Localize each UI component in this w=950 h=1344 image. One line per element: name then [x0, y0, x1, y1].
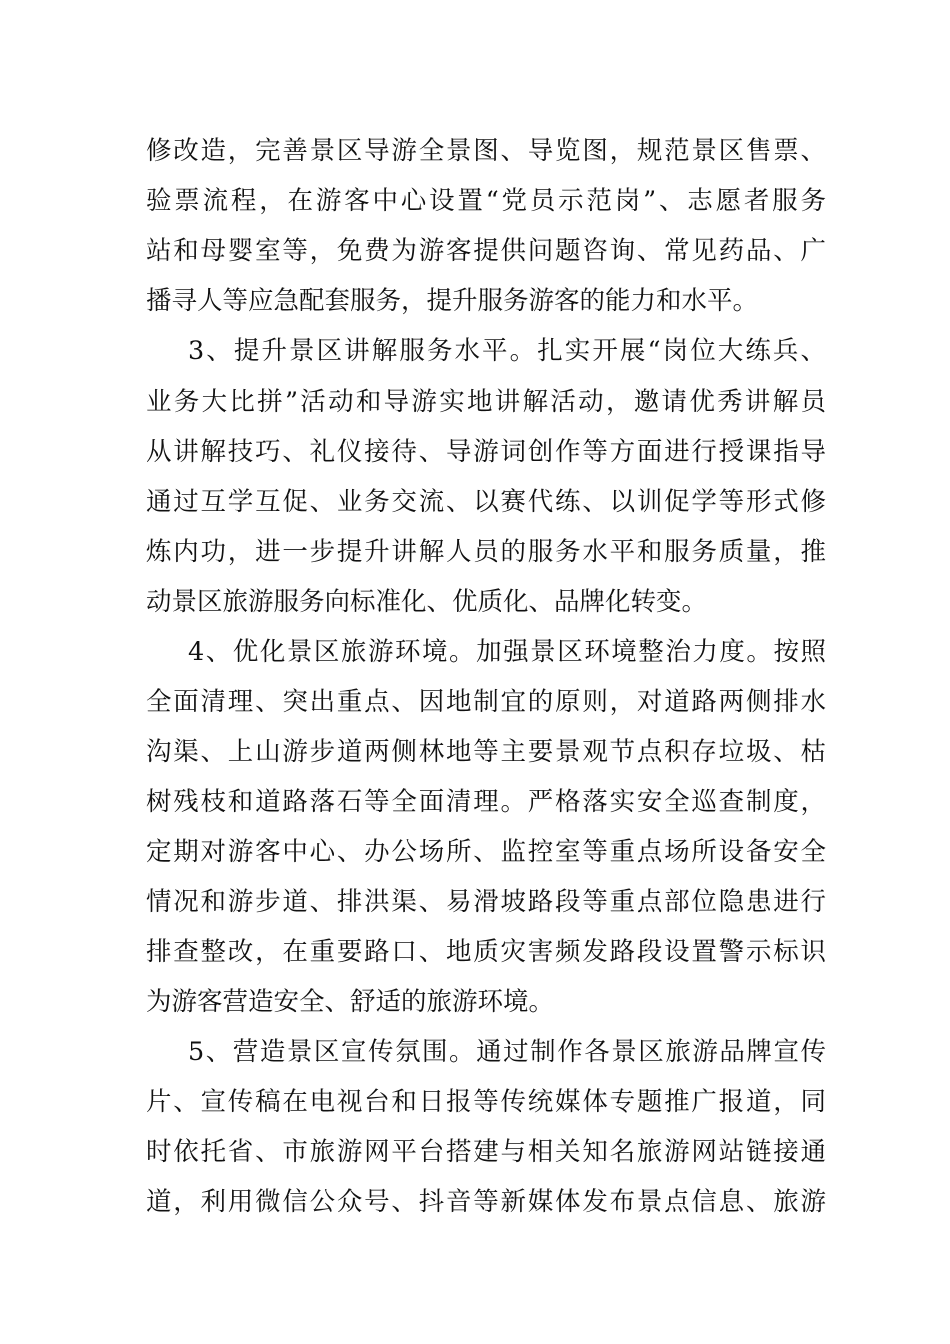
paragraph-3-first-line: 3、提升景区讲解服务水平。扎实开展“岗位大练兵、: [188, 336, 826, 366]
body-text-line: 时依托省、市旅游网平台搭建与相关知名旅游网站链接通: [146, 1137, 826, 1167]
body-text-line: 道，利用微信公众号、抖音等新媒体发布景点信息、旅游: [146, 1187, 826, 1217]
body-text-line: 业务大比拼”活动和导游实地讲解活动，邀请优秀讲解员: [146, 387, 826, 417]
body-text-line: 站和母婴室等，免费为游客提供问题咨询、常见药品、广: [146, 236, 826, 266]
body-text-line: 情况和游步道、排洪渠、易滑坡路段等重点部位隐患进行: [146, 887, 826, 917]
body-text-line: 沟渠、上山游步道两侧林地等主要景观节点积存垃圾、枯: [146, 737, 826, 767]
body-text-line: 片、宣传稿在电视台和日报等传统媒体专题推广报道，同: [146, 1087, 826, 1117]
body-text-line: 通过互学互促、业务交流、以赛代练、以训促学等形式修: [146, 487, 826, 517]
body-text-line: 修改造，完善景区导游全景图、导览图，规范景区售票、: [146, 136, 826, 166]
body-text-line: 动景区旅游服务向标准化、优质化、品牌化转变。: [146, 587, 708, 617]
body-text-line: 验票流程，在游客中心设置“党员示范岗”、志愿者服务: [146, 186, 826, 216]
body-text-line: 定期对游客中心、办公场所、监控室等重点场所设备安全: [146, 837, 826, 867]
body-text-line: 树残枝和道路落石等全面清理。严格落实安全巡查制度，: [146, 787, 826, 817]
body-text-line: 炼内功，进一步提升讲解人员的服务水平和服务质量，推: [146, 537, 826, 567]
paragraph-4-first-line: 4、优化景区旅游环境。加强景区环境整治力度。按照: [188, 637, 826, 667]
body-text-line: 播寻人等应急配套服务，提升服务游客的能力和水平。: [146, 286, 759, 316]
paragraph-5-first-line: 5、营造景区宣传氛围。通过制作各景区旅游品牌宣传: [188, 1037, 826, 1067]
body-text-line: 全面清理、突出重点、因地制宜的原则，对道路两侧排水: [146, 687, 826, 717]
body-text-line: 从讲解技巧、礼仪接待、导游词创作等方面进行授课指导: [146, 437, 826, 467]
body-text-line: 排查整改，在重要路口、地质灾害频发路段设置警示标识: [146, 937, 826, 967]
body-text-line: 为游客营造安全、舒适的旅游环境。: [146, 987, 555, 1017]
